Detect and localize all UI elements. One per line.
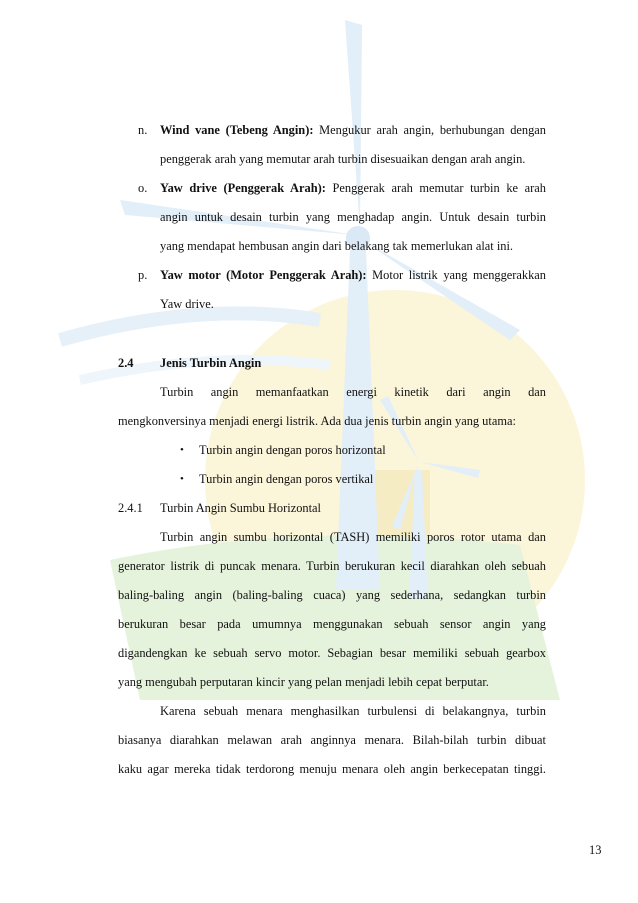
paragraph-line: Turbin angin sumbu horizontal (TASH) memiliki poros rotor utama dan (160, 530, 546, 544)
paragraph-line: generator listrik di puncak menara. Turbin berukuran kecil diarahkan oleh sebuah (118, 559, 546, 573)
list-item-line: Wind vane (Tebeng Angin): Mengukur arah angin, berhubungan dengan (160, 123, 546, 137)
list-marker: p. (138, 268, 148, 282)
list-item-line: Yaw motor (Motor Penggerak Arah): Motor listrik yang menggerakkan (160, 268, 546, 282)
subsection-title: Turbin Angin Sumbu Horizontal (160, 501, 321, 515)
paragraph-line: berukuran besar pada umumnya menggunakan sebuah sensor angin yang (118, 617, 546, 631)
list-marker: o. (138, 181, 148, 195)
paragraph-line: biasanya diarahkan melawan arah anginnya menara. Bilah-bilah turbin dibuat (118, 733, 546, 747)
bullet-icon: • (180, 473, 184, 485)
paragraph-line: mengkonversinya menjadi energi listrik. Ada dua jenis turbin angin yang utama: (118, 414, 516, 428)
page-number: 13 (589, 843, 602, 857)
paragraph-line: Turbin angin memanfaatkan energi kinetik dari angin dan (160, 385, 546, 399)
list-item-line: angin untuk desain turbin yang menghadap angin. Untuk desain turbin (160, 210, 546, 224)
bullet-item: Turbin angin dengan poros vertikal (199, 472, 374, 486)
subsection-number: 2.4.1 (118, 501, 143, 515)
paragraph-line: digandengkan ke sebuah servo motor. Sebagian besar memiliki sebuah gearbox (118, 646, 546, 660)
list-term: Yaw motor (Motor Penggerak Arah): (160, 268, 367, 282)
paragraph-line: kaku agar mereka tidak terdorong menuju menara oleh angin berkecepatan tinggi. (118, 762, 546, 776)
list-marker: n. (138, 123, 148, 137)
list-item-line: yang mendapat hembusan angin dari belakang tak memerlukan alat ini. (160, 239, 514, 253)
list-item-line: Yaw drive. (160, 297, 214, 311)
section-title: Jenis Turbin Angin (160, 356, 262, 370)
list-item-line: Yaw drive (Penggerak Arah): Penggerak arah memutar turbin ke arah (160, 181, 547, 195)
list-term: Wind vane (Tebeng Angin): (160, 123, 314, 137)
bullet-icon: • (180, 444, 184, 456)
section-number: 2.4 (118, 356, 134, 370)
bullet-item: Turbin angin dengan poros horizontal (199, 443, 386, 457)
list-item-line: penggerak arah yang memutar arah turbin disesuaikan dengan arah angin. (160, 152, 526, 166)
paragraph-line: baling-baling angin (baling-baling cuaca) yang sederhana, sedangkan turbin (118, 588, 546, 602)
paragraph-line: yang mengubah perputaran kincir yang pelan menjadi lebih cepat berputar. (118, 675, 489, 689)
paragraph-line: Karena sebuah menara menghasilkan turbulensi di belakangnya, turbin (160, 704, 546, 718)
list-term: Yaw drive (Penggerak Arah): (160, 181, 326, 195)
